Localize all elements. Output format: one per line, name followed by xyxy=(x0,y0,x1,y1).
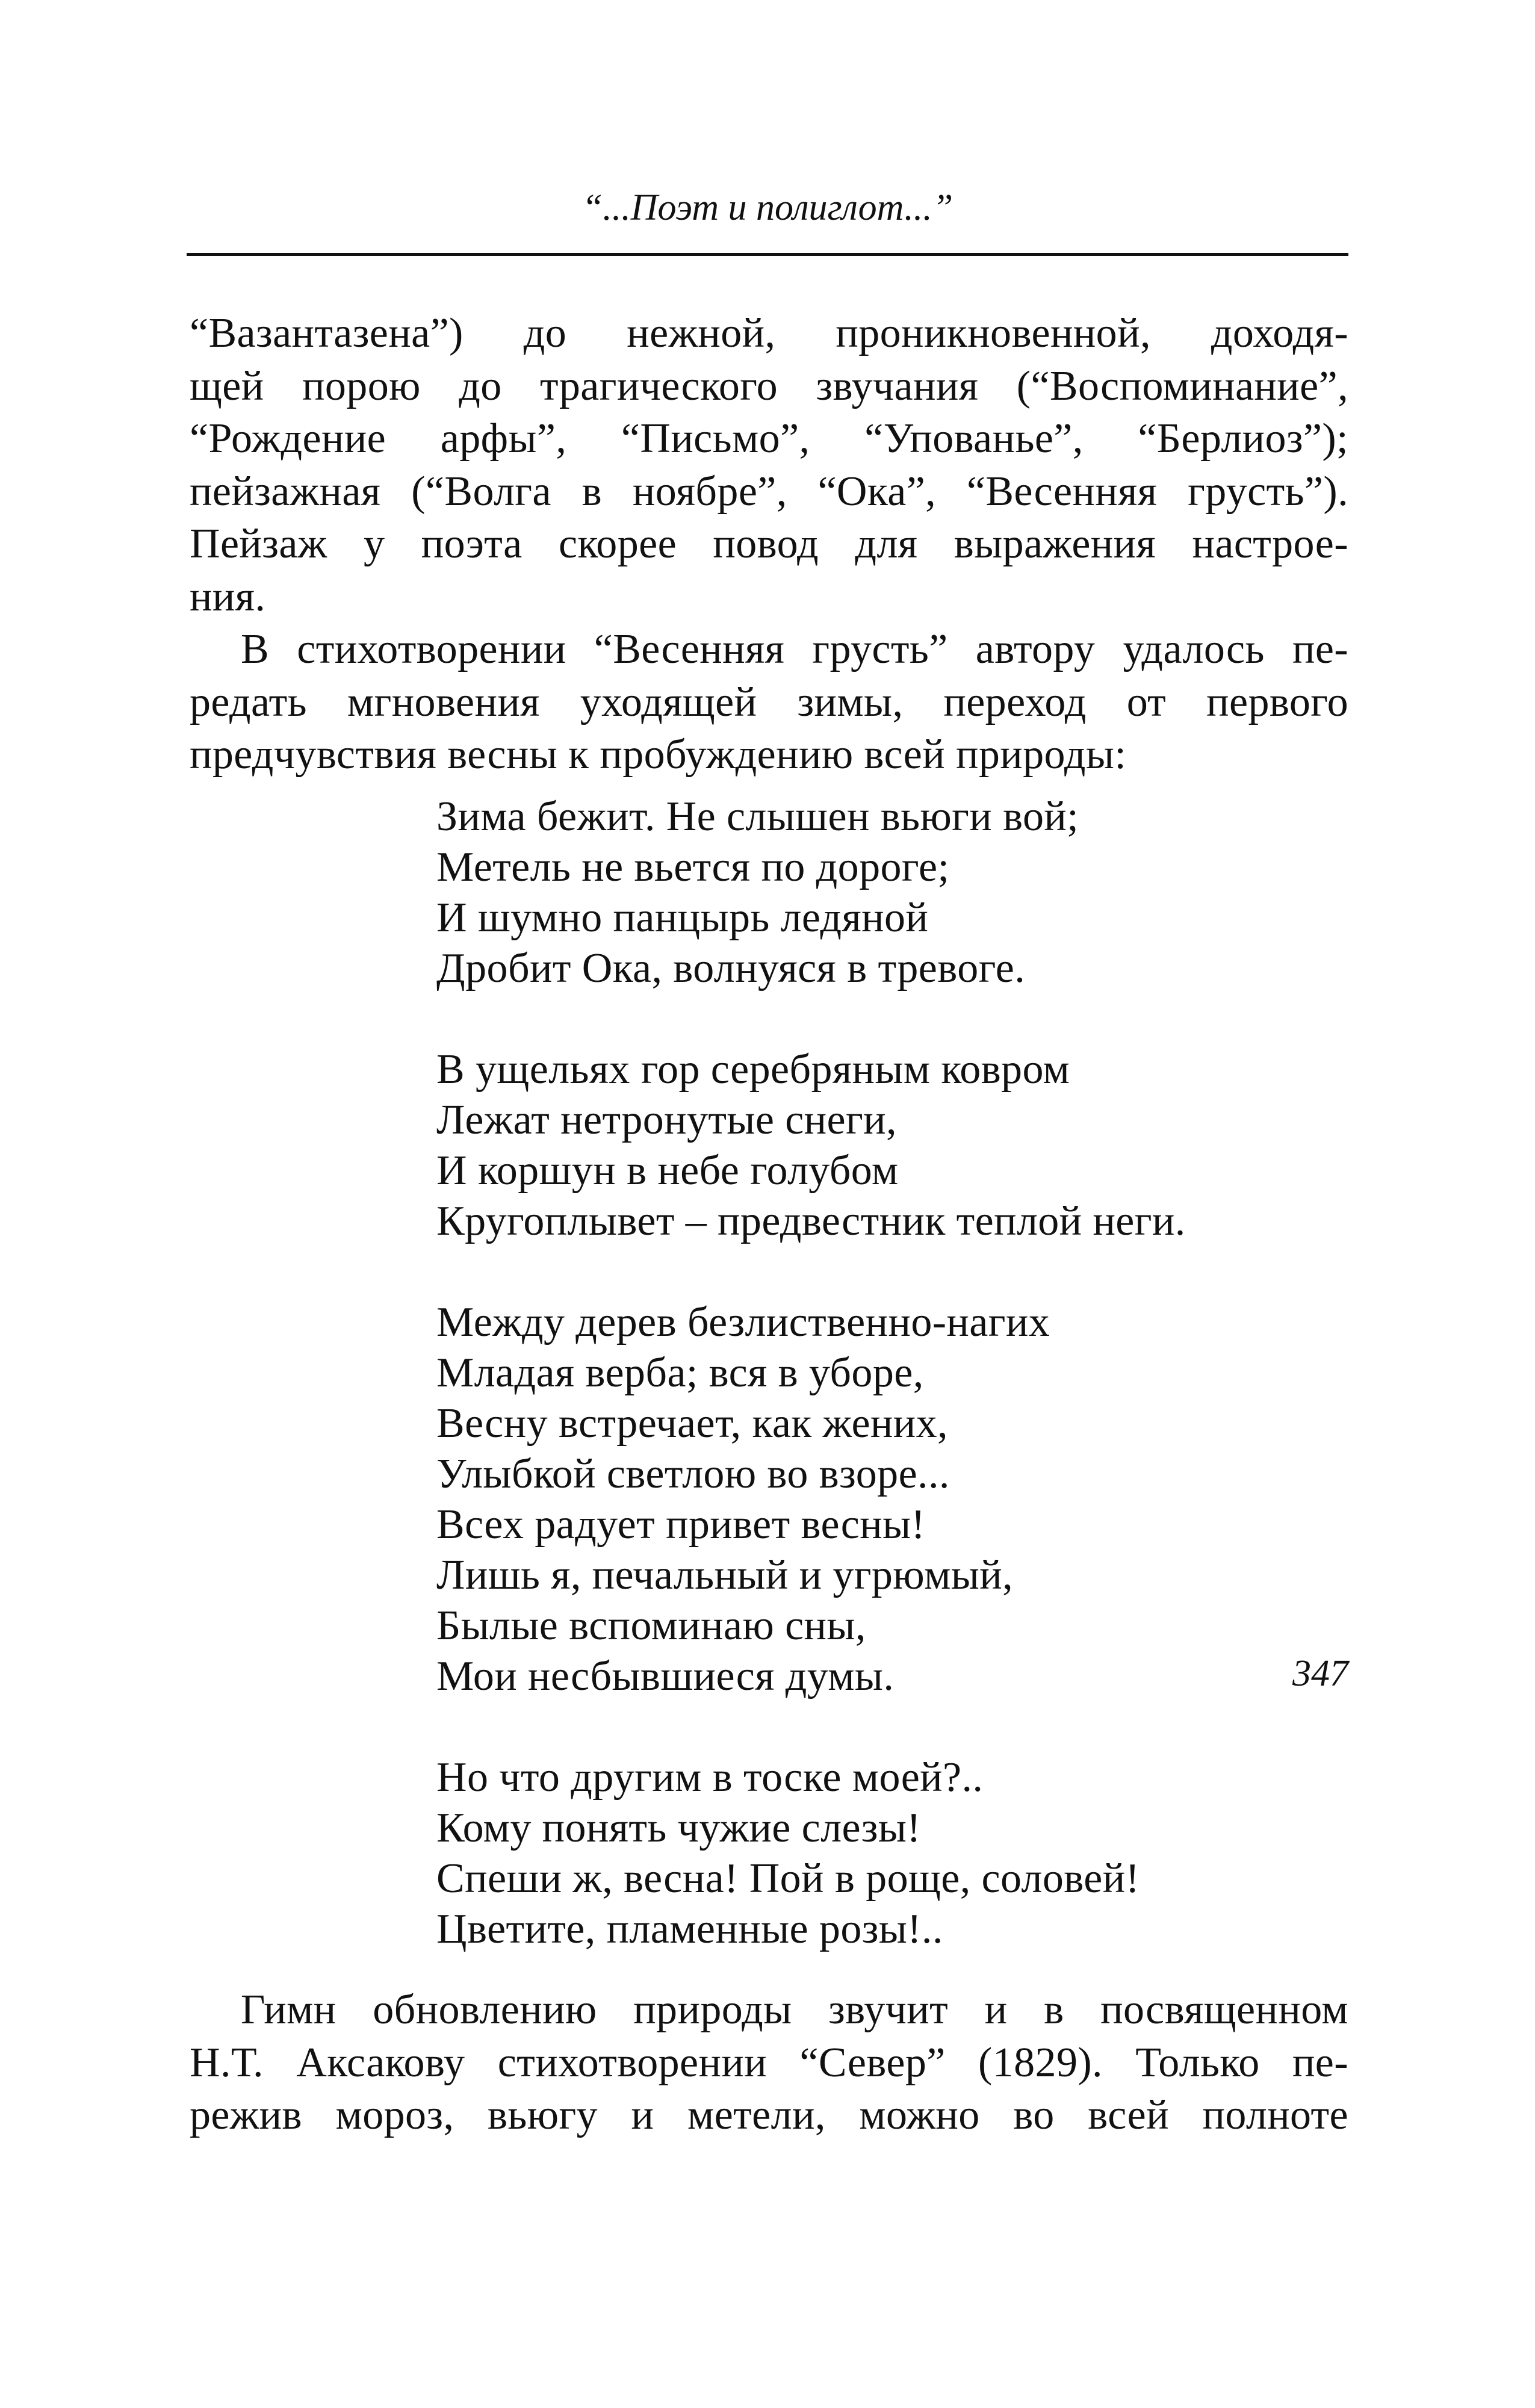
poem-stanza xyxy=(436,1044,1186,1247)
poem-line: И коршун в небе голубом xyxy=(436,1147,899,1194)
paragraph-1 xyxy=(190,307,1348,623)
poem xyxy=(436,792,1186,1955)
poem-line: Младая верба; вся в уборе, xyxy=(436,1350,924,1396)
poem-line: В ущельях гор серебряным ковром xyxy=(436,1046,1070,1093)
poem-stanza xyxy=(436,792,1186,994)
poem-line: Но что другим в тоске моей?.. xyxy=(436,1754,984,1801)
poem-line: Улыбкой светлою во взоре... xyxy=(436,1451,950,1497)
paragraph-3 xyxy=(190,1984,1348,2142)
paragraph-line: предчувствия весны к пробуждению всей природы: xyxy=(190,731,1127,778)
poem-line: Зима бежит. Не слышен вьюги вой; xyxy=(436,793,1079,840)
running-head: “...Поэт и полиглот...” xyxy=(581,187,954,228)
paragraph-line: “Вазантазена”) до нежной, проникновенной, доходя- xyxy=(190,310,1348,356)
poem-line: Лежат нетронутые снеги, xyxy=(436,1097,897,1143)
poem-stanza xyxy=(436,1752,1186,1955)
paragraph-line: редать мгновения уходящей зимы, переход от первого xyxy=(190,678,1348,725)
paragraph-line: режив мороз, вьюгу и метели, можно во всей полноте xyxy=(190,2092,1348,2138)
poem-line: Кругоплывет – предвестник теплой неги. xyxy=(436,1198,1186,1244)
poem-line: И шумно панцырь ледяной xyxy=(436,895,929,941)
poem-line: Всех радует привет весны! xyxy=(436,1501,926,1548)
poem-line: Кому понять чужие слезы! xyxy=(436,1805,921,1851)
poem-stanza xyxy=(436,1297,1186,1702)
paragraph-line: щей порою до трагического звучания (“Воспоминание”, xyxy=(190,362,1348,409)
paragraph-line: Гимн обновлению природы звучит и в посвященном xyxy=(241,1987,1348,2033)
poem-line: Между дерев безлиственно-нагих xyxy=(436,1299,1050,1345)
paragraph-line: Н.Т. Аксакову стихотворении “Север” (1829). Только пе- xyxy=(190,2039,1348,2086)
poem-line: Метель не вьется по дороге; xyxy=(436,844,950,890)
poem-line: Былые вспоминаю сны, xyxy=(436,1603,866,1649)
paragraph-line: ния. xyxy=(190,573,266,620)
paragraph-line: пейзажная (“Волга в ноябре”, “Ока”, “Весенняя грусть”). xyxy=(190,468,1348,515)
paragraph-2 xyxy=(190,623,1348,781)
paragraph-line: В стихотворении “Весенняя грусть” автору удалось пе- xyxy=(241,626,1348,672)
poem-line: Дробит Ока, волнуяся в тревоге. xyxy=(436,945,1026,991)
poem-line: Весну встречает, как жених, xyxy=(436,1400,948,1447)
paragraph-line: “Рождение арфы”, “Письмо”, “Упованье”, “Берлиоз”); xyxy=(190,415,1348,462)
poem-line: Мои несбывшиеся думы. xyxy=(436,1653,895,1699)
page-number: 347 xyxy=(1292,1653,1348,1694)
poem-line: Цветите, пламенные розы!.. xyxy=(436,1906,943,1952)
paragraph-line: Пейзаж у поэта скорее повод для выражения настрое- xyxy=(190,521,1348,567)
poem-line: Лишь я, печальный и угрюмый, xyxy=(436,1552,1013,1598)
poem-line: Спеши ж, весна! Пой в роще, соловей! xyxy=(436,1855,1140,1902)
header-rule xyxy=(187,253,1348,256)
